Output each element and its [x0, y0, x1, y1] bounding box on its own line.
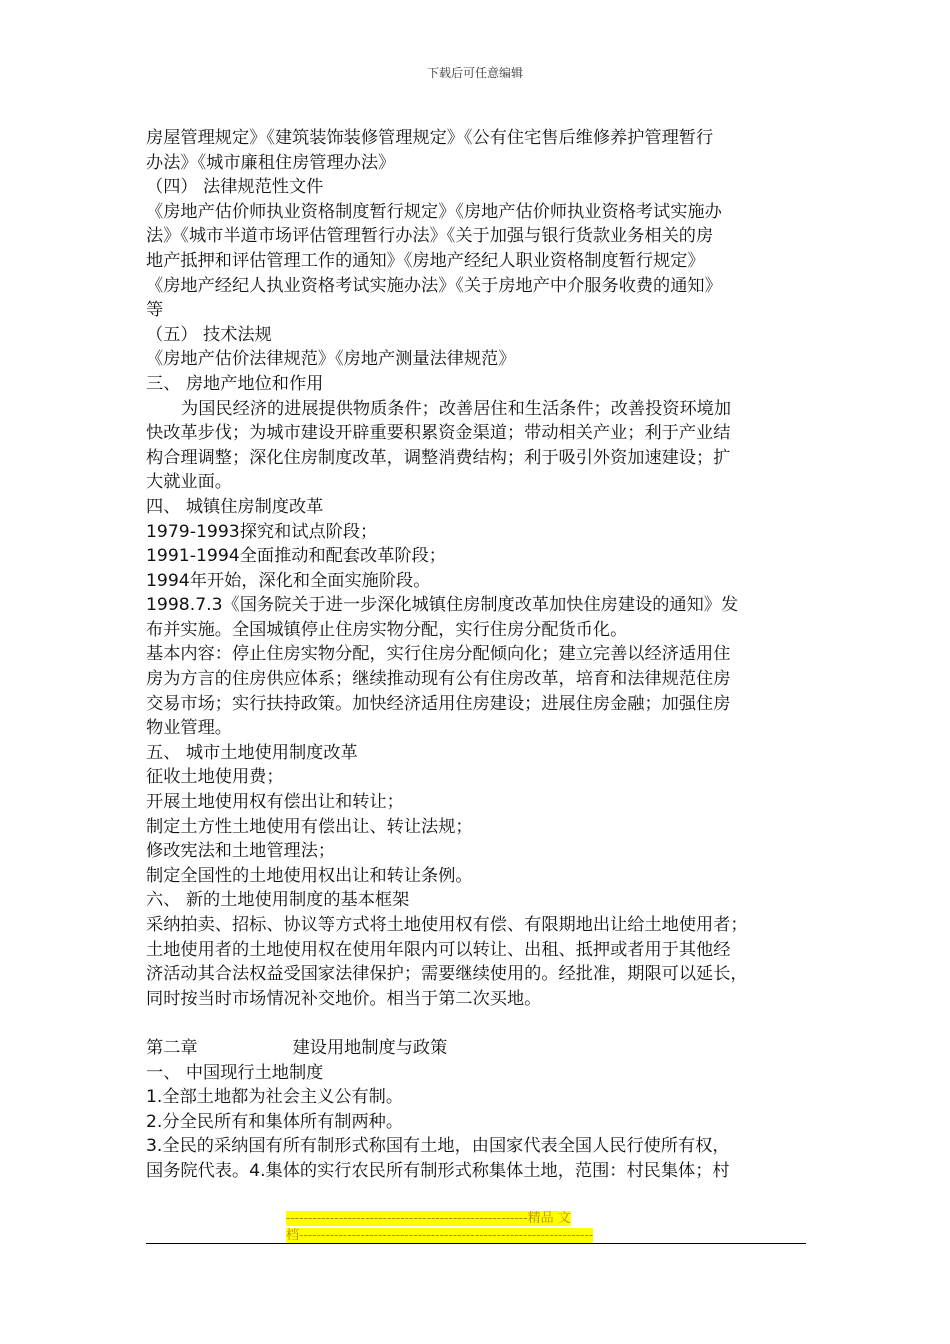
page-footer [286, 1210, 666, 1244]
footer-divider [146, 1243, 806, 1244]
notice-line [146, 593, 810, 618]
item-text: 分全民所有和集体所有制两种。 [162, 1111, 404, 1132]
section-heading: 四、 城镇住房制度改革 [146, 496, 324, 517]
notice-text: 《国务院关于进一步深化城镇住房制度改革加快住房建设的通知》发 [222, 595, 739, 616]
item-number: 1. [146, 1087, 163, 1108]
chapter-heading [146, 1036, 810, 1061]
section-heading: 一、 中国现行土地制度 [146, 1062, 324, 1083]
paragraph-line: 为国民经济的进展提供物质条件；改善居住和生活条件；改善投资环境加 [181, 398, 732, 419]
paragraph-line: 物业管理。 [146, 718, 232, 739]
stage-text: 全面推动和配套改革阶段； [239, 546, 446, 567]
item-text: 全部土地都为社会主义公有制。 [162, 1087, 404, 1108]
text-line: 《房地产估价师执业资格制度暂行规定》《房地产估价师执业资格考试实施办 [146, 201, 722, 222]
numbered-item [146, 1110, 810, 1135]
notice-line: 布并实施。全国城镇停止住房实物分配，实行住房分配货币化。 [146, 619, 628, 640]
text-line [146, 1159, 810, 1184]
notice-date: 1998.7.3 [146, 595, 223, 616]
paragraph-line: 土地使用者的土地使用权在使用年限内可以转让、出租、抵押或者用于其他经 [146, 939, 731, 960]
page-header: 下载后可任意编辑 [426, 66, 523, 80]
paragraph-line: 快改革步伐；为城市建设开辟重要积累资金渠道；带动相关产业；利于产业结 [146, 423, 731, 444]
stage-years: 1979-1993 [146, 521, 240, 542]
list-item: 征收土地使用费； [146, 767, 284, 788]
document-body [146, 126, 810, 1184]
paragraph-line: 济活动其合法权益受国家法律保护；需要继续使用的。经批准，期限可以延长， [146, 964, 748, 985]
section-heading: 五、 城市土地使用制度改革 [146, 742, 358, 763]
footer-highlight: 档------------------------------------------------------------------- [286, 1228, 594, 1243]
stage-item [146, 569, 810, 594]
subsection-heading: （五） 技术法规 [146, 324, 272, 345]
section-heading: 三、 房地产地位和作用 [146, 373, 324, 394]
numbered-item [146, 1085, 810, 1110]
subsection-heading: （四） 法律规范性文件 [146, 177, 324, 198]
paragraph-line: 构合理调整；深化住房制度改革，调整消费结构；利于吸引外资加速建设；扩 [146, 447, 731, 468]
item-number: 2. [146, 1111, 163, 1132]
text-line: 办法》《城市廉租住房管理办法》 [146, 152, 396, 173]
chapter-label: 第二章 [146, 1037, 198, 1058]
text-fragment: 国务院代表。 [146, 1160, 250, 1181]
text-line: 《房地产估价法律规范》《房地产测量法律规范》 [146, 349, 516, 370]
footer-line [286, 1210, 666, 1227]
stage-text: 年开始，深化和全面实施阶段。 [189, 570, 431, 591]
paragraph-line: 同时按当时市场情况补交地价。相当于第二次买地。 [146, 988, 542, 1009]
paragraph-line: 采纳拍卖、招标、协议等方式将土地使用权有偿、有限期地出让给土地使用者； [146, 915, 748, 935]
item-number: 3. [146, 1136, 163, 1157]
text-line: 等 [146, 300, 164, 321]
text-line: 地产抵押和评估管理工作的通知》《房地产经纪人职业资格制度暂行规定》 [146, 250, 705, 271]
item-number: 4. [249, 1160, 266, 1181]
text-line: 房屋管理规定》《建筑装饰装修管理规定》《公有住宅售后维修养护管理暂行 [146, 128, 714, 148]
list-item: 制定土方性土地使用有偿出让、转让法规； [146, 816, 473, 837]
list-item: 修改宪法和土地管理法； [146, 841, 336, 862]
text-line: 《房地产经纪人执业资格考试实施办法》《关于房地产中介服务收费的通知》 [146, 275, 722, 296]
stage-item [146, 544, 810, 569]
list-item: 开展土地使用权有偿出让和转让； [146, 792, 404, 813]
list-item: 制定全国性的土地使用权出让和转让条例。 [146, 865, 473, 886]
stage-years: 1991-1994 [146, 546, 240, 567]
numbered-item [146, 1134, 810, 1159]
paragraph-line: 基本内容：停止住房实物分配，实行住房分配倾向化；建立完善以经济适用住 [146, 644, 731, 665]
paragraph-line: 交易市场；实行扶持政策。加快经济适用住房建设；进展住房金融；加强住房 [146, 693, 731, 714]
section-heading: 六、 新的土地使用制度的基本框架 [146, 890, 410, 911]
chapter-title: 建设用地制度与政策 [292, 1037, 448, 1058]
item-text: 全民的采纳国有所有制形式称国有土地，由国家代表全国人民行使所有权， [162, 1136, 730, 1157]
stage-text: 探究和试点阶段； [239, 521, 378, 542]
paragraph-line: 房为方言的住房供应体系；继续推动现有公有住房改革，培育和法律规范住房 [146, 669, 731, 690]
text-line: 法》《城市半道市场评估管理暂行办法》《关于加强与银行货款业务相关的房 [146, 226, 714, 247]
stage-item [146, 520, 810, 545]
footer-line [286, 1227, 666, 1244]
text-fragment: 集体的实行农民所有制形式称集体土地，范围：村民集体；村 [265, 1160, 730, 1181]
paragraph-line: 大就业面。 [146, 472, 232, 493]
blank-line [146, 1011, 810, 1036]
footer-highlight: -------------------------------------------------------精品 文 [286, 1211, 571, 1226]
stage-years: 1994 [146, 570, 190, 591]
